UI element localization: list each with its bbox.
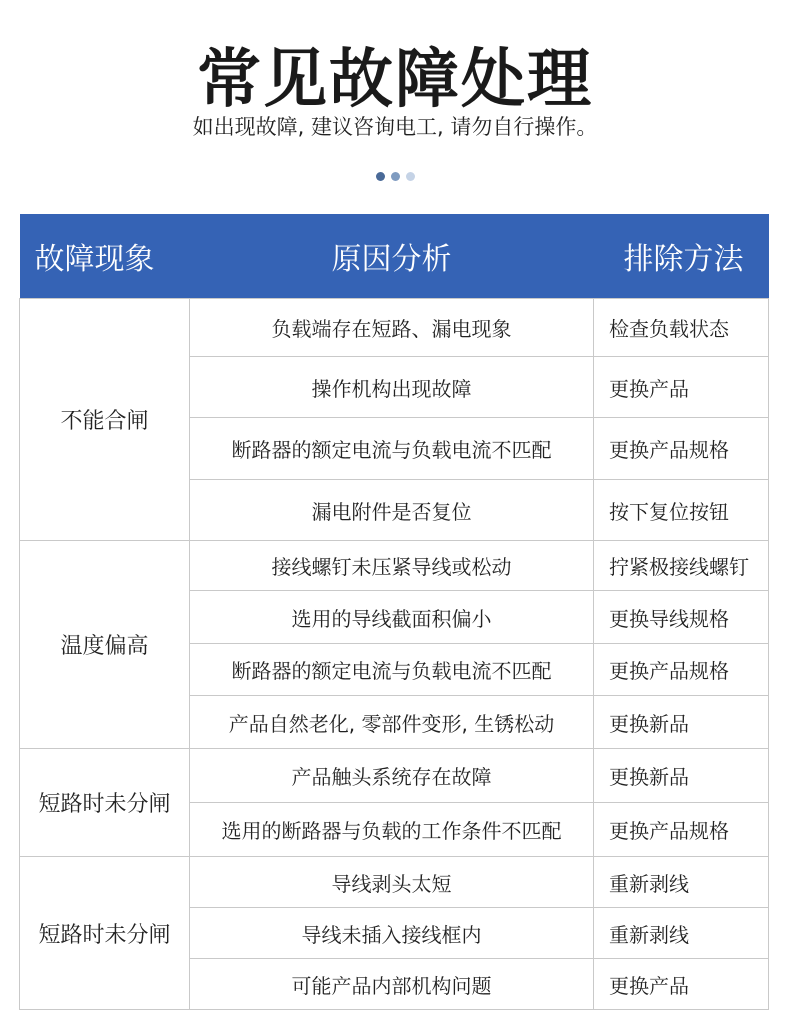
cause-cell: 可能产品内部机构问题 bbox=[190, 959, 594, 1010]
cause-cell: 导线未插入接线框内 bbox=[190, 908, 594, 959]
cause-cell: 产品自然老化, 零部件变形, 生锈松动 bbox=[190, 696, 594, 749]
symptom-cell: 不能合闸 bbox=[20, 299, 190, 541]
fix-cell: 拧紧极接线螺钉 bbox=[594, 541, 769, 591]
table-header-row bbox=[20, 214, 769, 299]
cause-cell: 选用的断路器与负载的工作条件不匹配 bbox=[190, 803, 594, 857]
table-row bbox=[20, 299, 769, 357]
header-cause: 原因分析 bbox=[190, 214, 594, 299]
fix-cell: 重新剥线 bbox=[594, 857, 769, 908]
cause-cell: 断路器的额定电流与负载电流不匹配 bbox=[190, 644, 594, 696]
carousel-dot-3[interactable] bbox=[406, 172, 415, 181]
fix-cell: 检查负载状态 bbox=[594, 299, 769, 357]
table-row bbox=[20, 857, 769, 908]
cause-cell: 漏电附件是否复位 bbox=[190, 480, 594, 541]
header-symptom: 故障现象 bbox=[20, 214, 190, 299]
fix-cell: 更换产品 bbox=[594, 959, 769, 1010]
fix-cell: 更换新品 bbox=[594, 696, 769, 749]
table-row bbox=[20, 541, 769, 591]
fix-cell: 更换产品规格 bbox=[594, 803, 769, 857]
symptom-cell: 短路时未分闸 bbox=[20, 857, 190, 1010]
cause-cell: 导线剥头太短 bbox=[190, 857, 594, 908]
symptom-cell: 短路时未分闸 bbox=[20, 749, 190, 857]
cause-cell: 断路器的额定电流与负载电流不匹配 bbox=[190, 418, 594, 480]
fix-cell: 重新剥线 bbox=[594, 908, 769, 959]
fix-cell: 更换产品规格 bbox=[594, 418, 769, 480]
carousel-dot-1[interactable] bbox=[376, 172, 385, 181]
fix-cell: 更换导线规格 bbox=[594, 591, 769, 644]
fix-cell: 更换新品 bbox=[594, 749, 769, 803]
fix-cell: 按下复位按钮 bbox=[594, 480, 769, 541]
troubleshooting-table bbox=[19, 214, 769, 1010]
page-subtitle: 如出现故障, 建议咨询电工, 请勿自行操作。 bbox=[192, 115, 598, 139]
table-row bbox=[20, 749, 769, 803]
cause-cell: 负载端存在短路、漏电现象 bbox=[190, 299, 594, 357]
symptom-cell: 温度偏高 bbox=[20, 541, 190, 749]
carousel-dots bbox=[0, 172, 790, 181]
cause-cell: 操作机构出现故障 bbox=[190, 357, 594, 418]
cause-cell: 产品触头系统存在故障 bbox=[190, 749, 594, 803]
header-fix: 排除方法 bbox=[594, 214, 769, 299]
fix-cell: 更换产品规格 bbox=[594, 644, 769, 696]
carousel-dot-2[interactable] bbox=[391, 172, 400, 181]
fix-cell: 更换产品 bbox=[594, 357, 769, 418]
cause-cell: 选用的导线截面积偏小 bbox=[190, 591, 594, 644]
cause-cell: 接线螺钉未压紧导线或松动 bbox=[190, 541, 594, 591]
page-title: 常见故障处理 bbox=[197, 43, 593, 117]
